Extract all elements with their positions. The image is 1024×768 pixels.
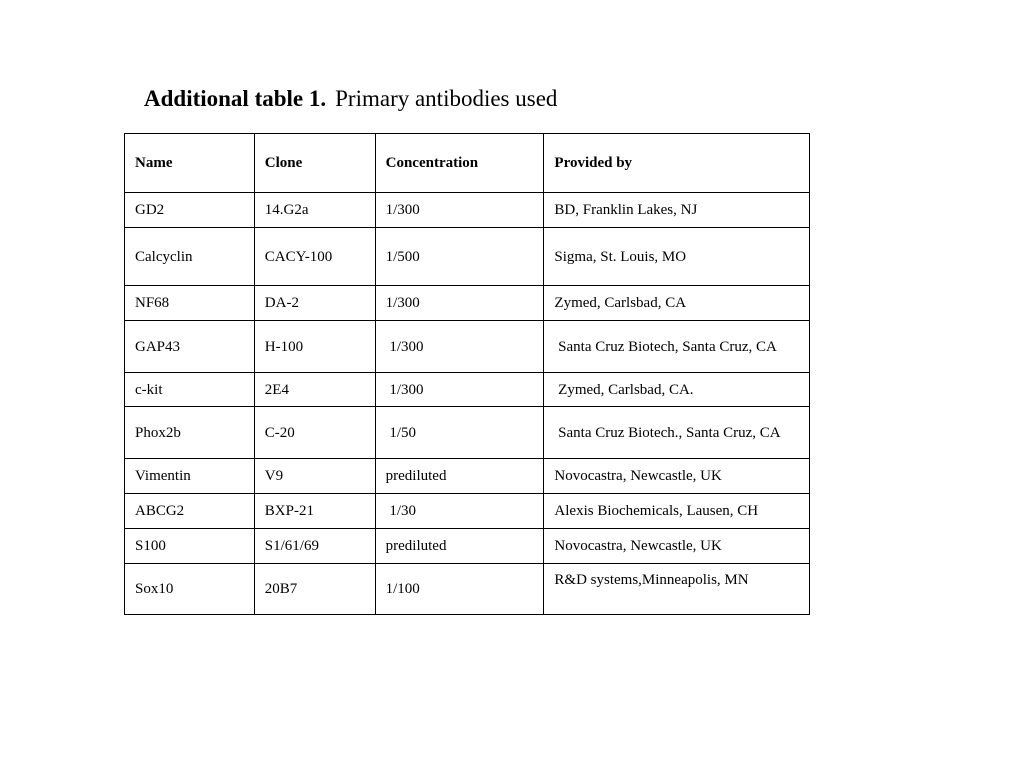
cell-name: GAP43: [125, 321, 255, 373]
table-row: [125, 373, 810, 407]
table-row: [125, 459, 810, 494]
table-row: [125, 228, 810, 286]
cell-clone: C-20: [254, 407, 375, 459]
cell-provided-by: Zymed, Carlsbad, CA: [544, 286, 810, 321]
cell-concentration: prediluted: [375, 529, 544, 564]
cell-name: NF68: [125, 286, 255, 321]
cell-provided-by-value: Santa Cruz Biotech., Santa Cruz, CA: [558, 424, 781, 441]
cell-name: GD2: [125, 193, 255, 228]
cell-concentration: 1/100: [375, 564, 544, 615]
cell-concentration-value: 1/300: [389, 381, 424, 398]
table-row: [125, 407, 810, 459]
cell-name: c-kit: [125, 373, 255, 407]
cell-clone: BXP-21: [254, 494, 375, 529]
header-name: Name: [125, 134, 255, 193]
cell-concentration: 1/300: [375, 286, 544, 321]
cell-provided-by: [544, 407, 810, 459]
table-title: [144, 84, 557, 114]
cell-clone: 2E4: [254, 373, 375, 407]
table-row: [125, 321, 810, 373]
header-provided-by: Provided by: [544, 134, 810, 193]
header-concentration: Concentration: [375, 134, 544, 193]
cell-concentration-value: 1/50: [389, 424, 417, 441]
cell-clone: 20B7: [254, 564, 375, 615]
table-row: [125, 564, 810, 615]
cell-name: Calcyclin: [125, 228, 255, 286]
cell-concentration: [375, 373, 544, 407]
table-row: [125, 286, 810, 321]
cell-concentration: prediluted: [375, 459, 544, 494]
cell-provided-by: BD, Franklin Lakes, NJ: [544, 193, 810, 228]
cell-concentration: [375, 407, 544, 459]
cell-concentration: [375, 494, 544, 529]
cell-name: Phox2b: [125, 407, 255, 459]
cell-provided-by: Novocastra, Newcastle, UK: [544, 459, 810, 494]
cell-provided-by-value: Santa Cruz Biotech, Santa Cruz, CA: [558, 338, 777, 355]
header-clone: Clone: [254, 134, 375, 193]
cell-concentration: 1/500: [375, 228, 544, 286]
cell-provided-by: Novocastra, Newcastle, UK: [544, 529, 810, 564]
cell-concentration: 1/300: [375, 193, 544, 228]
cell-clone: S1/61/69: [254, 529, 375, 564]
table-title-label: Additional table 1.: [144, 86, 327, 111]
cell-provided-by: [544, 321, 810, 373]
table-row: [125, 529, 810, 564]
cell-concentration-value: 1/30: [389, 503, 417, 519]
cell-clone: H-100: [254, 321, 375, 373]
antibodies-table: [124, 133, 810, 615]
cell-concentration-value: 1/300: [389, 338, 424, 355]
cell-provided-by: [544, 373, 810, 407]
cell-concentration: [375, 321, 544, 373]
cell-provided-by: R&D systems,Minneapolis, MN: [544, 564, 810, 615]
table-row: [125, 494, 810, 529]
cell-provided-by: Sigma, St. Louis, MO: [544, 228, 810, 286]
table-title-caption: Primary antibodies used: [335, 86, 558, 111]
cell-clone: CACY-100: [254, 228, 375, 286]
cell-name: Vimentin: [125, 459, 255, 494]
cell-name: S100: [125, 529, 255, 564]
cell-clone: V9: [254, 459, 375, 494]
cell-clone: DA-2: [254, 286, 375, 321]
cell-provided-by: Alexis Biochemicals, Lausen, CH: [544, 494, 810, 529]
cell-provided-by-value: Zymed, Carlsbad, CA.: [558, 381, 694, 398]
cell-name: ABCG2: [125, 494, 255, 529]
table-header-row: [125, 134, 810, 193]
cell-name: Sox10: [125, 564, 255, 615]
cell-clone: 14.G2a: [254, 193, 375, 228]
table-row: [125, 193, 810, 228]
